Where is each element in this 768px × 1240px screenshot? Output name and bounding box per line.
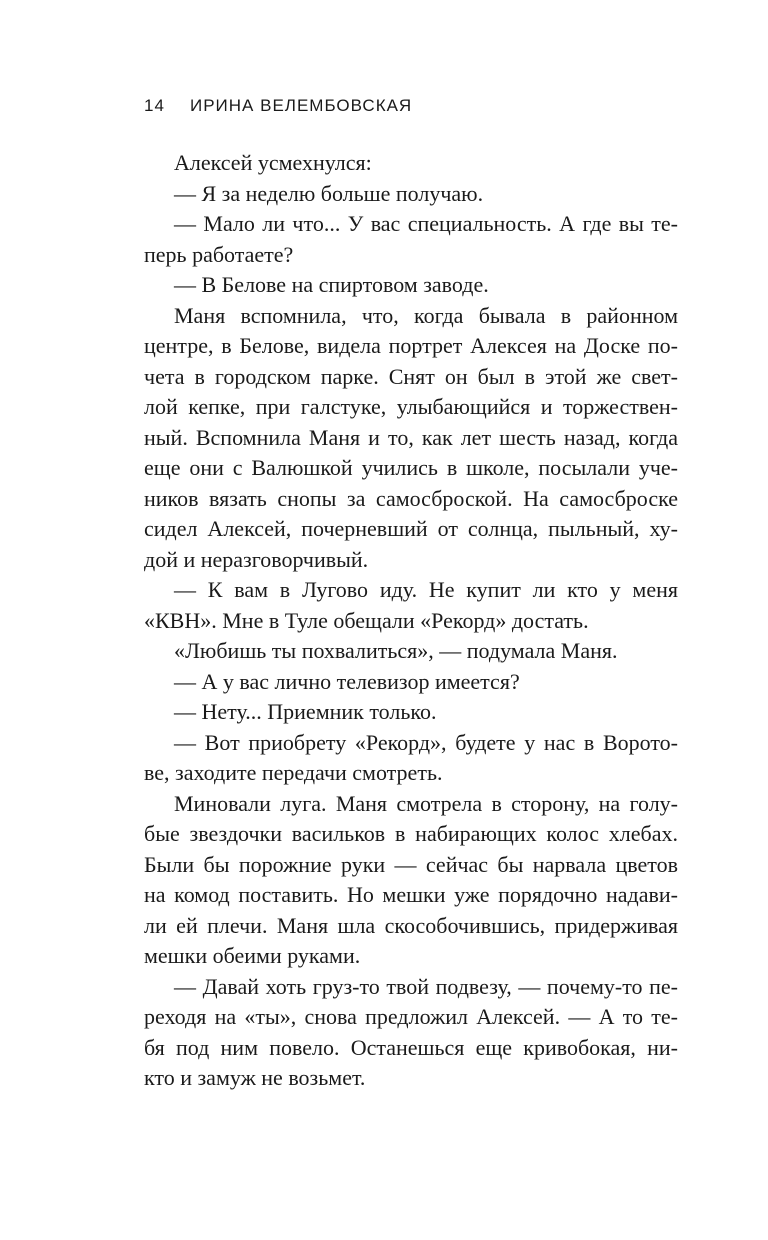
text-line: мешки обеими руками. xyxy=(144,943,361,968)
text-line: бые звездочки васильков в набирающих колос хлебах. xyxy=(144,821,678,846)
paragraph xyxy=(144,575,678,636)
text-line: Алексей усмехнулся: xyxy=(174,150,372,175)
paragraph xyxy=(144,148,678,179)
text-line: Были бы порожние руки — сейчас бы нарвала цветов xyxy=(144,851,678,877)
text-line: Миновали луга. Маня смотрела в сторону, на голу- xyxy=(174,790,678,816)
text-line: — Нету... Приемник только. xyxy=(174,699,437,724)
text-line: ный. Вспомнила Маня и то, как лет шесть назад, когда xyxy=(144,424,678,450)
text-line: ников вязать снопы за самосброской. На самосброске xyxy=(144,485,678,511)
text-line: — В Белове на спиртовом заводе. xyxy=(174,272,489,297)
paragraph xyxy=(144,209,678,270)
text-line: — Я за неделю больше получаю. xyxy=(174,180,484,206)
author-name: ИРИНА ВЕЛЕМБОВСКАЯ xyxy=(190,96,413,115)
paragraph xyxy=(144,728,678,789)
paragraph xyxy=(144,972,678,1094)
text-line: ли ей плечи. Маня шла скособочившись, придерживая xyxy=(144,912,678,938)
text-line: — Мало ли что... У вас специальность. А где вы те- xyxy=(174,211,678,236)
paragraph xyxy=(144,179,678,210)
text-line: «КВН». Мне в Туле обещали «Рекорд» достать. xyxy=(144,607,589,633)
text-line: — Давай хоть груз-то твой подвезу, — почему-то пе- xyxy=(174,973,678,999)
page-number: 14 xyxy=(144,96,165,115)
text-line: — Вот приобрету «Рекорд», будете у нас в Ворото- xyxy=(174,729,678,755)
text-line: бя под ним повело. Останешься еще кривобокая, ни- xyxy=(144,1034,678,1060)
paragraph xyxy=(144,270,678,301)
paragraph xyxy=(144,636,678,667)
text-line: Маня вспомнила, что, когда бывала в районном xyxy=(174,302,678,328)
text-line: дой и неразговорчивый. xyxy=(144,546,369,572)
paragraph xyxy=(144,667,678,698)
text-line: реходя на «ты», снова предложил Алексей. — А то те- xyxy=(144,1004,678,1029)
paragraph xyxy=(144,697,678,728)
body-text xyxy=(144,148,678,1094)
text-line: на комод поставить. Но мешки уже порядочно надави- xyxy=(144,882,678,907)
text-line: ве, заходите передачи смотреть. xyxy=(144,760,443,785)
text-line: — А у вас лично телевизор имеется? xyxy=(174,668,520,694)
text-line: лой кепке, при галстуке, улыбающийся и торжествен- xyxy=(144,394,678,419)
paragraph xyxy=(144,789,678,972)
running-head xyxy=(144,94,412,118)
text-line: сидел Алексей, почерневший от солнца, пыльный, ху- xyxy=(144,516,678,541)
text-line: перь работаете? xyxy=(144,241,294,267)
text-line: кто и замуж не возьмет. xyxy=(144,1065,366,1090)
text-line: — К вам в Лугово иду. Не купит ли кто у меня xyxy=(174,577,678,602)
text-line: «Любишь ты похвалиться», — подумала Маня. xyxy=(174,638,618,663)
paragraph xyxy=(144,301,678,576)
text-line: еще они с Валюшкой учились в школе, посылали уче- xyxy=(144,455,678,480)
text-line: центре, в Белове, видела портрет Алексея на Доске по- xyxy=(144,333,678,358)
text-line: чета в городском парке. Снят он был в этой же свет- xyxy=(144,363,678,389)
